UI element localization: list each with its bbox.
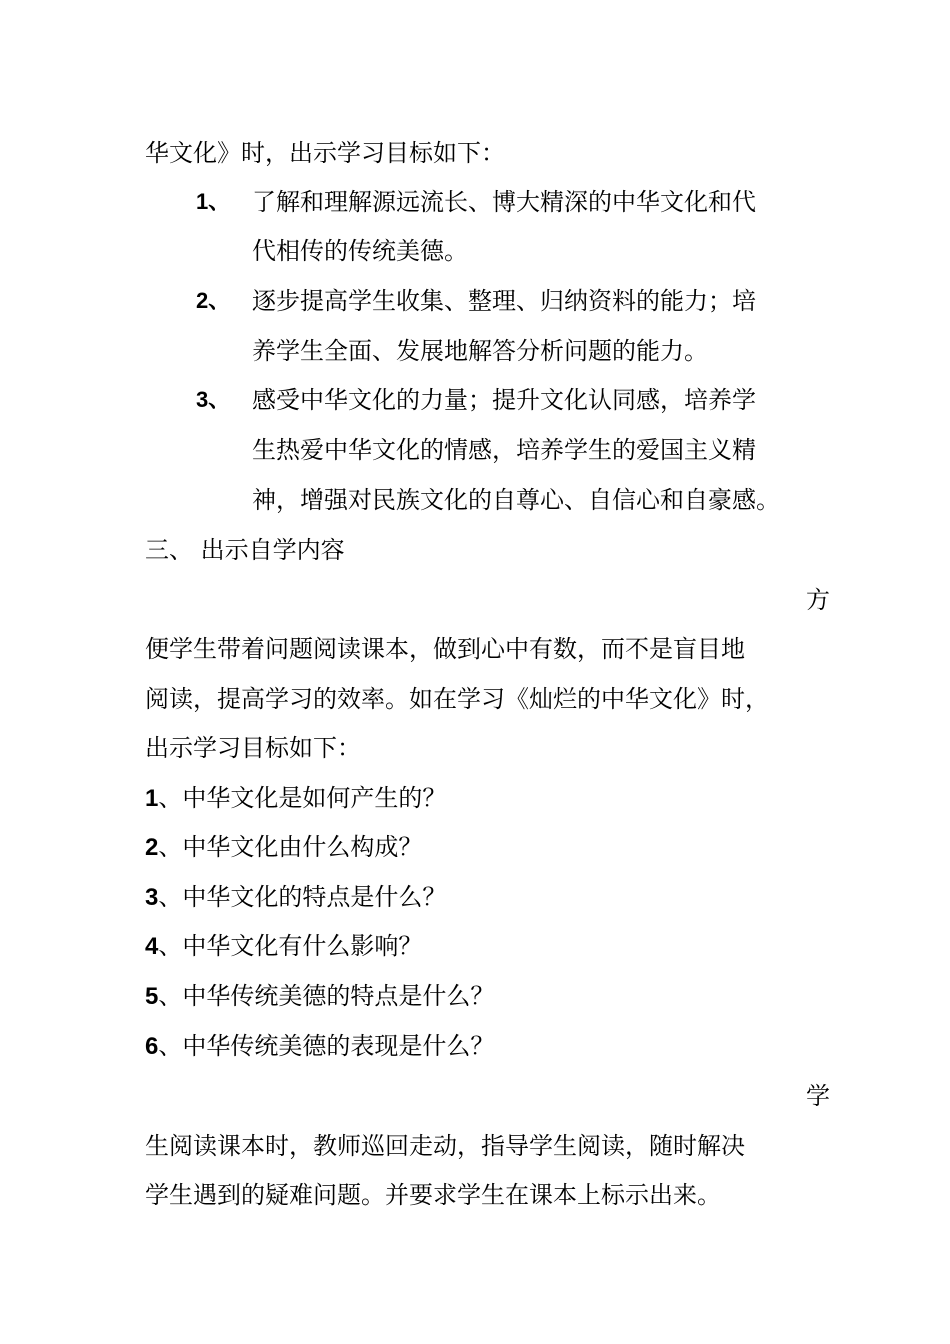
paragraph-1-line-2: 阅读，提高学习的效率。如在学习《灿烂的中华文化》时， (145, 685, 769, 713)
goal-2-line-2: 养学生全面、发展地解答分析问题的能力。 (252, 337, 708, 365)
question-1 (145, 781, 446, 816)
right-char-2: 学 (806, 1082, 830, 1110)
section-three-heading: 三、 出示自学内容 (145, 536, 345, 564)
question-6-number: 6 (145, 1033, 159, 1060)
goal-2-line-1: 逐步提高学生收集、整理、归纳资料的能力；培 (252, 287, 756, 315)
question-3-text: 、中华文化的特点是什么？ (158, 883, 447, 911)
question-3 (145, 880, 446, 915)
goal-1-line-2: 代相传的传统美德。 (252, 237, 468, 265)
question-1-text: 、中华文化是如何产生的？ (158, 784, 447, 812)
paragraph-2-line-1: 生阅读课本时，教师巡回走动，指导学生阅读，随时解决 (145, 1132, 745, 1160)
question-4-text: 、中华文化有什么影响？ (158, 932, 423, 960)
goal-3-line-3: 神，增强对民族文化的自尊心、自信心和自豪感。 (252, 486, 780, 514)
right-char-1: 方 (806, 586, 830, 614)
paragraph-1-line-3: 出示学习目标如下： (145, 734, 361, 762)
question-5-number: 5 (145, 983, 159, 1010)
question-2 (145, 830, 422, 865)
question-3-number: 3 (145, 884, 159, 911)
intro-line: 华文化》时，出示学习目标如下： (145, 139, 505, 167)
paragraph-2-line-2: 学生遇到的疑难问题。并要求学生在课本上标示出来。 (145, 1181, 721, 1209)
question-2-text: 、中华文化由什么构成？ (158, 833, 423, 861)
question-6-text: 、中华传统美德的表现是什么？ (158, 1032, 495, 1060)
goal-1-number: 1、 (196, 189, 231, 214)
question-5-text: 、中华传统美德的特点是什么？ (158, 982, 495, 1010)
question-2-number: 2 (145, 834, 159, 861)
question-5 (145, 979, 494, 1014)
question-6 (145, 1029, 494, 1064)
goal-3-line-2: 生热爱中华文化的情感，培养学生的爱国主义精 (252, 436, 756, 464)
question-4-number: 4 (145, 933, 159, 960)
question-1-number: 1 (145, 785, 159, 812)
goal-3-number: 3、 (196, 387, 231, 412)
paragraph-1-line-1: 便学生带着问题阅读课本，做到心中有数，而不是盲目地 (145, 635, 745, 663)
goal-3-line-1: 感受中华文化的力量；提升文化认同感，培养学 (252, 386, 756, 414)
question-4 (145, 929, 422, 964)
goal-1-line-1: 了解和理解源远流长、博大精深的中华文化和代 (252, 188, 756, 216)
goal-2-number: 2、 (196, 288, 231, 313)
